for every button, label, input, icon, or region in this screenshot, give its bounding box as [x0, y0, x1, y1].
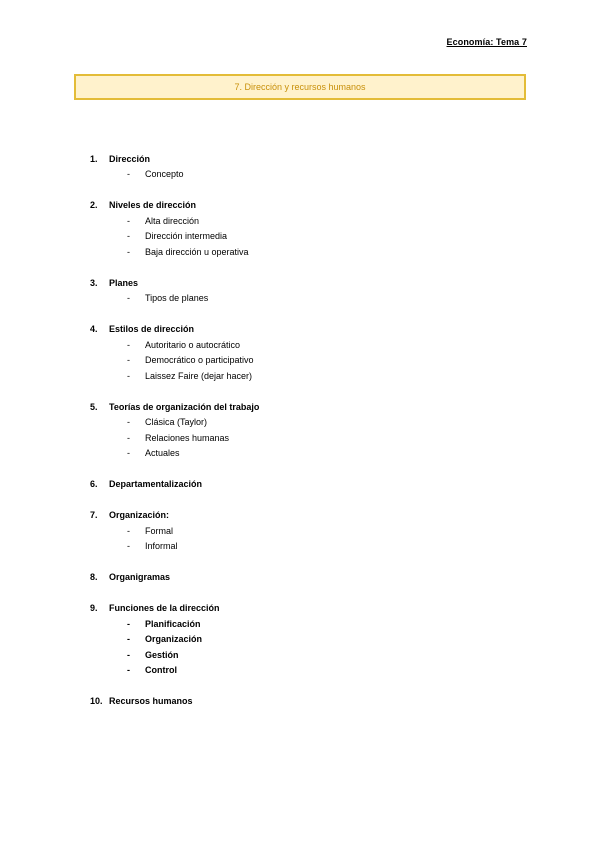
sub-item-text: Dirección intermedia	[145, 231, 228, 242]
bullet-dash: -	[127, 370, 130, 381]
sub-item	[90, 523, 510, 539]
section-number: 9.	[90, 603, 98, 614]
sub-item	[90, 632, 510, 648]
sub-item-text: Planificación	[145, 618, 201, 629]
section-number: 4.	[90, 324, 98, 335]
section-label: Planes	[109, 277, 139, 288]
outline-section	[90, 508, 510, 555]
section-number: 8.	[90, 572, 98, 583]
outline-section	[90, 601, 510, 679]
outline-section	[90, 477, 510, 493]
section-heading	[90, 198, 510, 214]
outline-section	[90, 151, 510, 182]
sub-item-text: Concepto	[145, 169, 184, 180]
sub-item-text: Relaciones humanas	[145, 432, 230, 443]
section-number: 6.	[90, 479, 98, 490]
sub-item-text: Organización	[145, 634, 203, 645]
bullet-dash: -	[127, 448, 130, 459]
section-label: Organigramas	[109, 572, 171, 583]
section-number: 1.	[90, 153, 98, 164]
sub-item-text: Alta dirección	[145, 215, 200, 226]
bullet-dash: -	[127, 246, 130, 257]
sub-item	[90, 337, 510, 353]
outline-section	[90, 275, 510, 306]
bullet-dash: -	[127, 339, 130, 350]
sub-item-text: Gestión	[145, 649, 179, 660]
bullet-dash: -	[127, 665, 130, 676]
section-heading	[90, 694, 510, 710]
sub-item	[90, 291, 510, 307]
sub-item	[90, 446, 510, 462]
section-number: 7.	[90, 510, 98, 521]
section-label: Funciones de la dirección	[109, 603, 220, 614]
sub-item-text: Democrático o participativo	[145, 355, 254, 366]
section-number: 10.	[90, 696, 103, 707]
bullet-dash: -	[127, 231, 130, 242]
section-label: Dirección	[109, 153, 151, 164]
section-label: Teorías de organización del trabajo	[109, 401, 260, 412]
section-heading	[90, 477, 510, 493]
outline-section	[90, 694, 510, 710]
topic-title-box	[74, 74, 526, 100]
sub-item	[90, 229, 510, 245]
bullet-dash: -	[127, 355, 130, 366]
sub-item-text: Clásica (Taylor)	[145, 417, 208, 428]
bullet-dash: -	[127, 541, 130, 552]
section-heading	[90, 508, 510, 524]
sub-item	[90, 353, 510, 369]
bullet-dash: -	[127, 169, 130, 180]
section-number: 5.	[90, 401, 98, 412]
bullet-dash: -	[127, 634, 130, 645]
course-header: Economía: Tema 7	[446, 37, 527, 47]
section-heading	[90, 601, 510, 617]
sub-item	[90, 368, 510, 384]
sub-item-text: Autoritario o autocrático	[145, 339, 241, 350]
sub-item	[90, 430, 510, 446]
section-heading	[90, 322, 510, 338]
topic-title: 7. Dirección y recursos humanos	[234, 82, 366, 92]
section-heading	[90, 570, 510, 586]
section-heading	[90, 399, 510, 415]
sub-item-text: Baja dirección u operativa	[145, 246, 249, 257]
sub-item-text: Laissez Faire (dejar hacer)	[145, 370, 253, 381]
section-label: Departamentalización	[109, 479, 203, 490]
section-heading	[90, 151, 510, 167]
section-label: Niveles de dirección	[109, 200, 197, 211]
outline-section	[90, 399, 510, 461]
bullet-dash: -	[127, 215, 130, 226]
sub-item	[90, 244, 510, 260]
sub-item	[90, 647, 510, 663]
section-label: Estilos de dirección	[109, 324, 195, 335]
sub-item	[90, 167, 510, 183]
sub-item-text: Formal	[145, 525, 174, 536]
bullet-dash: -	[127, 417, 130, 428]
sub-item-text: Informal	[145, 541, 178, 552]
bullet-dash: -	[127, 649, 130, 660]
bullet-dash: -	[127, 525, 130, 536]
bullet-dash: -	[127, 618, 130, 629]
outline-section	[90, 570, 510, 586]
sub-item	[90, 663, 510, 679]
outline-section	[90, 198, 510, 260]
section-label: Organización:	[109, 510, 170, 521]
sub-item	[90, 616, 510, 632]
section-label: Recursos humanos	[109, 696, 193, 707]
sub-item-text: Actuales	[145, 448, 180, 459]
outline-section	[90, 322, 510, 384]
section-number: 2.	[90, 200, 98, 211]
section-number: 3.	[90, 277, 98, 288]
sub-item	[90, 213, 510, 229]
bullet-dash: -	[127, 293, 130, 304]
section-heading	[90, 275, 510, 291]
sub-item-text: Tipos de planes	[145, 293, 209, 304]
sub-item-text: Control	[145, 665, 177, 676]
bullet-dash: -	[127, 432, 130, 443]
sub-item	[90, 415, 510, 431]
topic-outline	[90, 151, 510, 725]
sub-item	[90, 539, 510, 555]
